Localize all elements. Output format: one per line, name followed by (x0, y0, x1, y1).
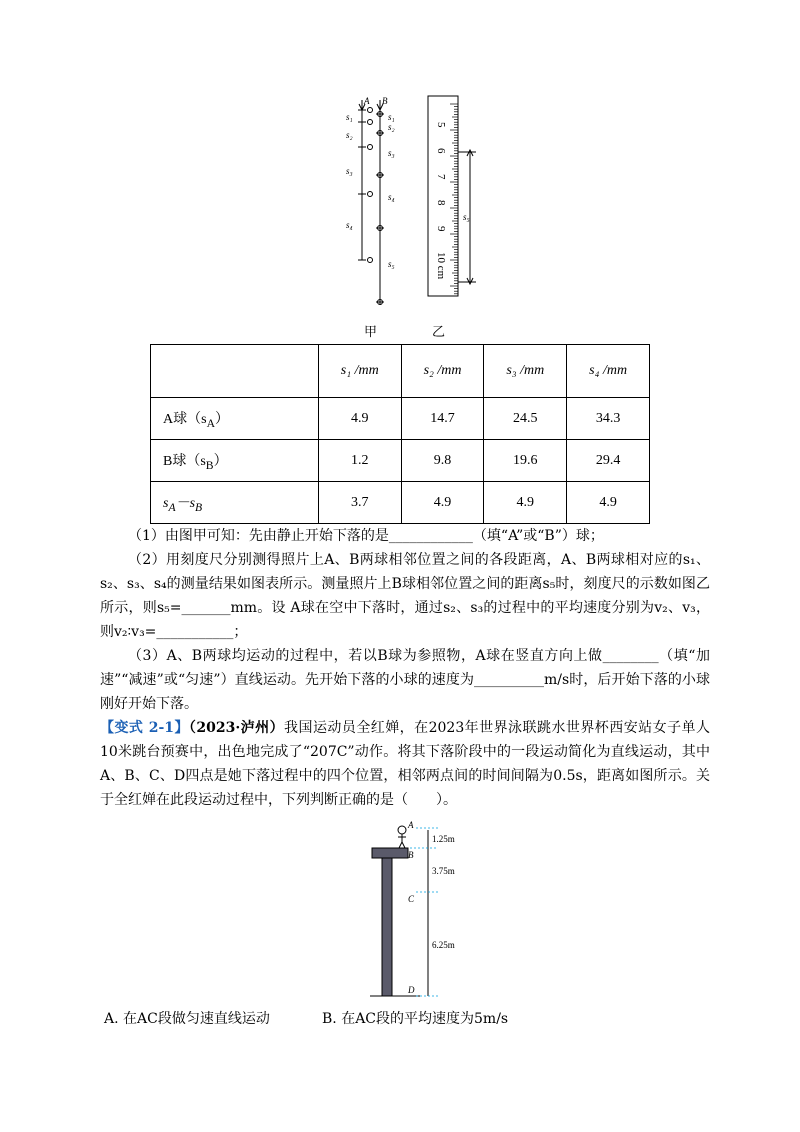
svg-text:s₂: s₂ (388, 122, 395, 132)
point-C: C (408, 894, 415, 904)
ruler-label-6: 6 (435, 148, 447, 154)
table-header: s₁ /mm (318, 345, 401, 398)
figure-falling-balls (340, 92, 480, 342)
svg-text:s₅: s₅ (463, 212, 470, 222)
label-B: B (382, 96, 388, 106)
distance-BC: 3.75m (432, 866, 455, 876)
variant-tag: 【变式 2-1】 (100, 720, 189, 736)
table-cell: 4.9 (318, 398, 401, 440)
variant-source: （2023·泸州） (188, 720, 285, 736)
row-label: B球$(s_B)$ (151, 440, 319, 482)
figure-diving-platform (360, 818, 480, 1002)
distance-AB: 1.25m (432, 834, 455, 844)
question-3: （3）A、B两球均运动的过程中，若以B球为参照物，A球在竖直方向上做________（填“加速”“减速”或“匀速”）直线运动。先开始下落的小球的速度为__________m/s时，后开始下落的小球刚好开始下落。 (100, 648, 710, 712)
table-row (151, 398, 650, 440)
point-B: B (408, 850, 414, 860)
table-cell: 14.7 (401, 398, 484, 440)
svg-text:s₁: s₁ (388, 112, 395, 122)
table-cell: 34.3 (567, 398, 650, 440)
distance-CD: 6.25m (432, 940, 455, 950)
measurement-table (150, 344, 650, 524)
label-A: A (364, 96, 370, 106)
svg-text:s₃: s₃ (346, 166, 353, 176)
table-header: s₄ /mm (567, 345, 650, 398)
variant-problem (100, 716, 710, 812)
ruler-label-5: 5 (435, 122, 447, 128)
table-cell: 19.6 (484, 440, 567, 482)
svg-text:s₅: s₅ (388, 259, 395, 269)
table-cell: 9.8 (401, 440, 484, 482)
table-cell: 4.9 (567, 482, 650, 524)
variant-text: 我国运动员全红婵，在2023年世界泳联跳水世界杯西安站女子单人10米跳台预赛中，出色地完成了“207C”动作。将其下落阶段中的一段运动简化为直线运动，其中A、B、C、D四点是她下落过程中的四个位置，相邻两点间的时间间隔为0.5s，距离如图所示。关于全红婵在此段运动过程中，下列判断正确的是（ ）。 (100, 720, 710, 808)
question-2: （2）用刻度尺分别测得照片上A、B两球相邻位置之间的各段距离，A、B两球相对应的s₁、s₂、s₃、s₄的测量结果如图表所示。测量照片上B球相邻位置之间的距离s₅时，刻度尺的示数如图乙所示，则s₅=_______mm。设 A球在空中下落时，通过s₂、s₃的过程中的平均速度分别为v₂、v₃，则v₂∶v₃=___________； (100, 552, 710, 640)
svg-text:s₂: s₂ (346, 130, 353, 140)
caption-yi: 乙 (432, 324, 446, 339)
ruler-label-7: 7 (435, 174, 447, 180)
table-cell: 29.4 (567, 440, 650, 482)
table-cell: 24.5 (484, 398, 567, 440)
table-header-row (151, 345, 650, 398)
table-cell: 3.7 (318, 482, 401, 524)
table-header: s₂ /mm (401, 345, 484, 398)
table-header (151, 345, 319, 398)
svg-text:s₃: s₃ (388, 148, 395, 158)
table-header: s₃ /mm (484, 345, 567, 398)
option-A[interactable]: A. 在AC段做匀速直线运动 (104, 1011, 270, 1027)
question-1: （1）由图甲可知：先由静止开始下落的是____________（填“A”或“B”）球； (128, 528, 604, 544)
point-A: A (408, 820, 414, 830)
ruler-label-8: 8 (435, 200, 447, 206)
table-cell: 4.9 (484, 482, 567, 524)
option-B[interactable]: B. 在AC段的平均速度为5m/s (322, 1011, 509, 1027)
ruler-label-9: 9 (435, 226, 447, 232)
svg-text:s₄: s₄ (388, 192, 395, 202)
row-label: A球$(s_A)$ (151, 398, 319, 440)
table-cell: 1.2 (318, 440, 401, 482)
table-row (151, 482, 650, 524)
row-label: $s_A-s_B$ (151, 482, 319, 524)
table-row (151, 440, 650, 482)
table-cell: 4.9 (401, 482, 484, 524)
point-D: D (408, 985, 415, 995)
svg-text:s₁: s₁ (346, 112, 353, 122)
ruler-label-10cm: 10 cm (435, 252, 447, 280)
caption-jia: 甲 (364, 324, 378, 339)
svg-text:s₄: s₄ (346, 220, 353, 230)
